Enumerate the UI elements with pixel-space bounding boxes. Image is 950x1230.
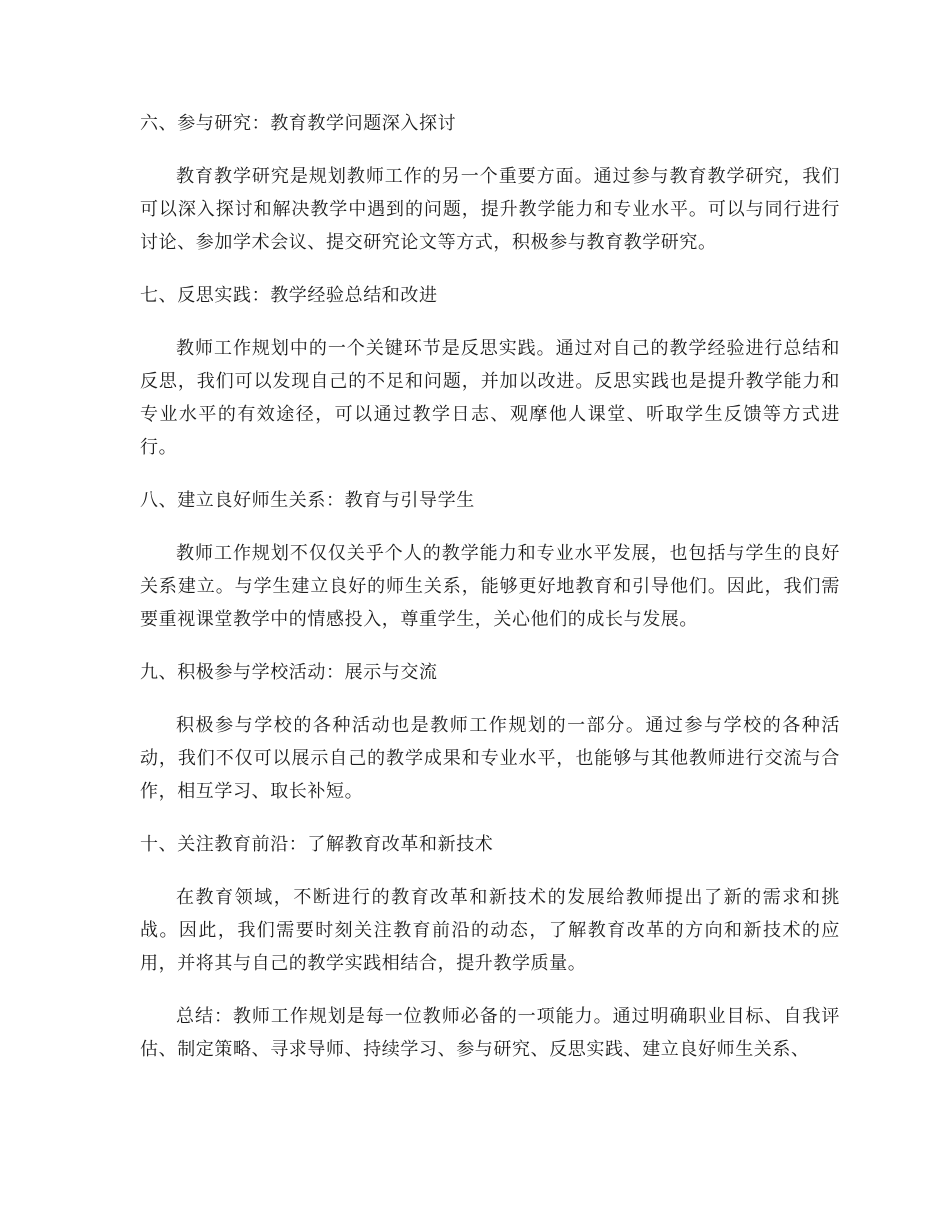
section-paragraph-8: 教师工作规划不仅仅关乎个人的教学能力和专业水平发展，也包括与学生的良好关系建立。与学生建立良好的师生关系，能够更好地教育和引导他们。因此，我们需要重视课堂教学中的情感投入，尊重学生，关心他们的成长与发展。 [140,543,840,630]
section-paragraph-7: 教师工作规划中的一个关键环节是反思实践。通过对自己的教学经验进行总结和反思，我们可以发现自己的不足和问题，并加以改进。反思实践也是提升教学能力和专业水平的有效途径，可以通过教学日志、观摩他人课堂、听取学生反馈等方式进行。 [140,338,840,458]
section-heading-6: 六、参与研究：教育教学问题深入探讨 [140,113,457,134]
document-body [140,107,840,1086]
summary-paragraph: 总结：教师工作规划是每一位教师必备的一项能力。通过明确职业目标、自我评估、制定策略、寻求导师、持续学习、参与研究、反思实践、建立良好师生关系、 [140,1006,840,1060]
section-heading-8: 八、建立良好师生关系：教育与引导学生 [140,490,475,511]
section-heading-9: 九、积极参与学校活动：展示与交流 [140,662,438,683]
section-heading-7: 七、反思实践：教学经验总结和改进 [140,285,438,306]
section-paragraph-9: 积极参与学校的各种活动也是教师工作规划的一部分。通过参与学校的各种活动，我们不仅可以展示自己的教学成果和专业水平，也能够与其他教师进行交流与合作，相互学习、取长补短。 [140,715,840,802]
section-paragraph-10: 在教育领域，不断进行的教育改革和新技术的发展给教师提出了新的需求和挑战。因此，我们需要时刻关注教育前沿的动态，了解教育改革的方向和新技术的应用，并将其与自己的教学实践相结合，提升教学质量。 [140,887,840,974]
section-heading-10: 十、关注教育前沿：了解教育改革和新技术 [140,834,494,855]
section-paragraph-6: 教育教学研究是规划教师工作的另一个重要方面。通过参与教育教学研究，我们可以深入探讨和解决教学中遇到的问题，提升教学能力和专业水平。可以与同行进行讨论、参加学术会议、提交研究论文等方式，积极参与教育教学研究。 [140,166,840,253]
